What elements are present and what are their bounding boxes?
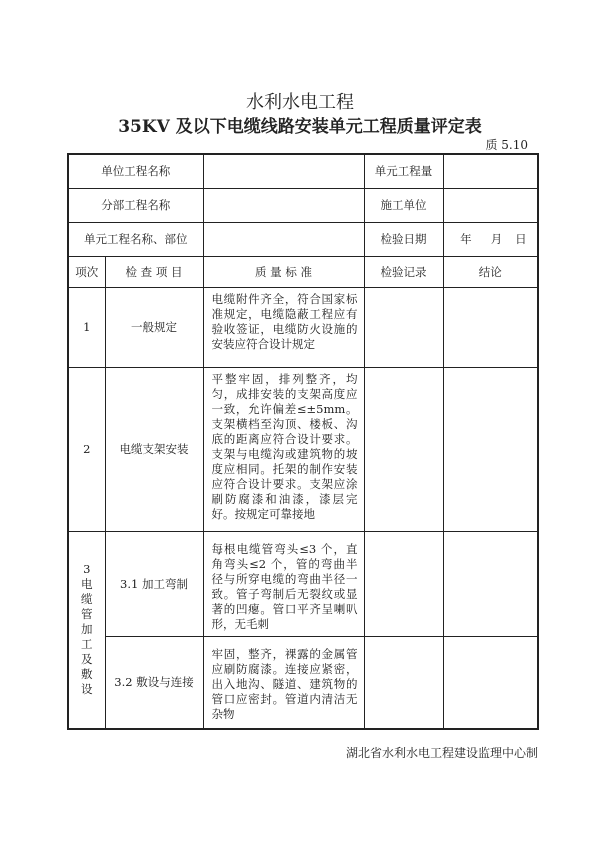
- unit-project-value[interactable]: [203, 154, 364, 188]
- title-line2: 35KV 及以下电缆线路安装单元工程质量评定表: [118, 117, 482, 137]
- form-code: 质 5.10: [485, 138, 528, 152]
- unit-project-label: 单位工程名称: [68, 154, 203, 188]
- row-item: 一般规定: [105, 287, 203, 367]
- title-line1: 水利水电工程: [246, 92, 354, 113]
- row-standard: 牢固，整齐，裸露的金属管应刷防腐漆。连接应紧密，出入地沟、隧道、建筑物的管口应密封。管道内清洁无杂物: [203, 636, 364, 729]
- inspection-date-value[interactable]: [443, 222, 538, 256]
- col-conclusion-header: 结论: [443, 256, 538, 287]
- info-row-2: [68, 188, 538, 222]
- unit-quantity-label: 单元工程量: [364, 154, 443, 188]
- group3-no-line: 3: [83, 562, 91, 577]
- group3-no-line: 及: [81, 652, 93, 667]
- col-no-header: 项次: [68, 256, 105, 287]
- unit-quantity-value[interactable]: [443, 154, 538, 188]
- group3-no-line: 设: [81, 682, 93, 697]
- table-row: [68, 636, 538, 729]
- row-item: 3.2 敷设与连接: [105, 636, 203, 729]
- division-project-value[interactable]: [203, 188, 364, 222]
- row-conclusion[interactable]: [443, 531, 538, 636]
- info-row-1: [68, 154, 538, 188]
- group3-no-line: 管: [81, 607, 93, 622]
- group3-no-line: 工: [81, 637, 93, 652]
- row-item: 电缆支架安装: [105, 367, 203, 531]
- col-item-header: 检 查 项 目: [105, 256, 203, 287]
- group3-no-line: 敷: [81, 667, 93, 682]
- column-header-row: [68, 256, 538, 287]
- date-day: 日: [515, 232, 527, 246]
- row-record[interactable]: [364, 287, 443, 367]
- construction-unit-label: 施工单位: [364, 188, 443, 222]
- col-standard-header: 质 量 标 准: [203, 256, 364, 287]
- element-project-label: 单元工程名称、部位: [68, 222, 203, 256]
- group3-no-line: 缆: [81, 592, 93, 607]
- element-project-value[interactable]: [203, 222, 364, 256]
- row-item: 3.1 加工弯制: [105, 531, 203, 636]
- row-no: 1: [68, 287, 105, 367]
- table-row: [68, 367, 538, 531]
- row-no: 2: [68, 367, 105, 531]
- construction-unit-value[interactable]: [443, 188, 538, 222]
- table-row: [68, 531, 538, 636]
- group3-no-line: 加: [81, 622, 93, 637]
- info-row-3: [68, 222, 538, 256]
- col-record-header: 检验记录: [364, 256, 443, 287]
- quality-assessment-table: [67, 153, 539, 730]
- row-standard: 每根电缆管弯头≤3 个，直角弯头≤2 个，管的弯曲半径与所穿电缆的弯曲半径一致。管子弯制后无裂纹或显著的凹瘪。管口平齐呈喇叭形，无毛刺: [203, 531, 364, 636]
- date-year: 年: [460, 232, 472, 246]
- row-conclusion[interactable]: [443, 367, 538, 531]
- row-record[interactable]: [364, 531, 443, 636]
- division-project-label: 分部工程名称: [68, 188, 203, 222]
- inspection-date-label: 检验日期: [364, 222, 443, 256]
- group3-no: [68, 531, 105, 729]
- group3-no-line: 电: [81, 577, 93, 592]
- row-standard: 电缆附件齐全，符合国家标准规定，电缆隐蔽工程应有验收签证，电缆防火设施的安装应符合设计规定: [203, 287, 364, 367]
- date-month: 月: [490, 232, 503, 246]
- table-row: [68, 287, 538, 367]
- row-record[interactable]: [364, 636, 443, 729]
- row-conclusion[interactable]: [443, 287, 538, 367]
- row-conclusion[interactable]: [443, 636, 538, 729]
- row-record[interactable]: [364, 367, 443, 531]
- footer-issuer: 湖北省水利水电工程建设监理中心制: [345, 746, 538, 760]
- row-standard: 平整牢固，排列整齐，均匀，成排安装的支架高度应一致，允许偏差≤±5mm。支架横档至沟顶、楼板、沟底的距离应符合设计要求。支架与电缆沟或建筑物的坡度应相同。托架的制作安装应符合设计要求。支架应涂刷防腐漆和油漆，漆层完好。按规定可靠接地: [203, 367, 364, 531]
